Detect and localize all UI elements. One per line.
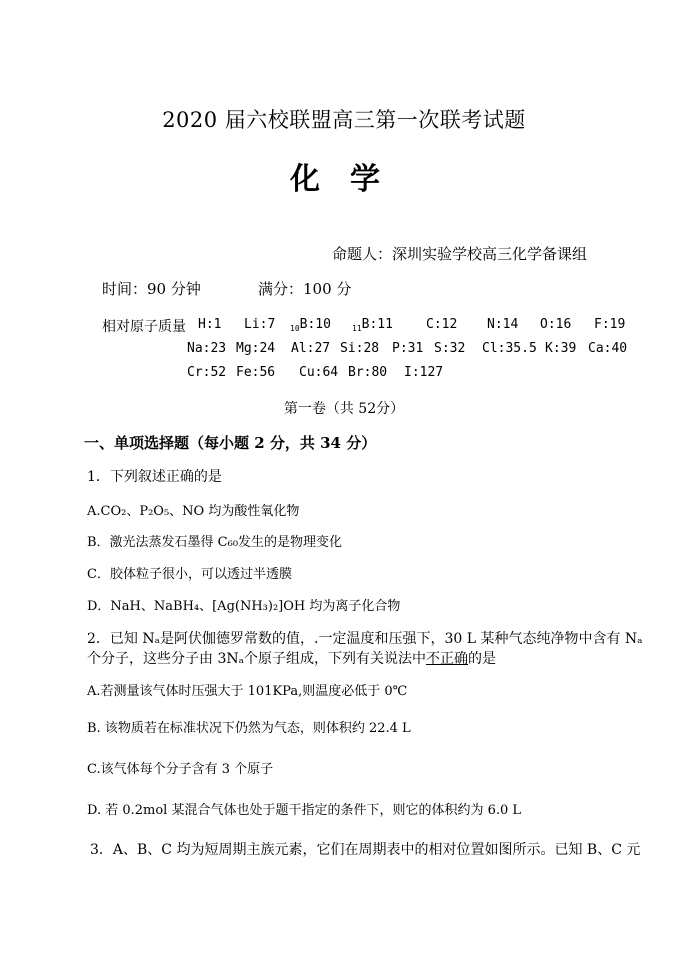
mass-na: Na:23 xyxy=(187,341,227,356)
mass-p: P:31 xyxy=(392,341,424,356)
mass-si: Si:28 xyxy=(340,341,380,356)
subject-title: 化学 xyxy=(290,162,410,197)
b11-subscript: 11 xyxy=(352,324,362,333)
q2-stem-line2 xyxy=(87,648,496,668)
section-heading: 一、单项选择题（每小题 2 分，共 34 分） xyxy=(84,434,377,452)
b11-value: B:11 xyxy=(361,317,393,332)
q2-option-b: B. 该物质若在标准状况下仍然为气态，则体积约 22.4 L xyxy=(87,721,411,736)
q2-stem-underline: 不正确 xyxy=(426,651,469,667)
mass-br: Br:80 xyxy=(348,365,388,380)
mass-i: I:127 xyxy=(404,365,444,380)
mass-c: C:12 xyxy=(426,317,458,332)
mass-cr: Cr:52 xyxy=(187,365,227,380)
q2-option-c: C.该气体每个分子含有 3 个原子 xyxy=(87,762,274,777)
exam-title: 2020 届六校联盟高三第一次联考试题 xyxy=(162,108,526,132)
exam-full-score: 满分：100 分 xyxy=(258,280,352,298)
q1-option-c: C．胶体粒子很小，可以透过半透膜 xyxy=(87,567,292,582)
mass-cl: Cl:35.5 xyxy=(482,341,537,356)
q1-stem: 1．下列叙述正确的是 xyxy=(87,469,222,485)
mass-o: O:16 xyxy=(540,317,572,332)
q1-option-a: A.CO₂、P₂O₅、NO 均为酸性氧化物 xyxy=(87,504,300,519)
q2-option-a: A.若测量该气体时压强大于 101KPa,则温度必低于 0℃ xyxy=(87,684,408,699)
mass-k: K:39 xyxy=(545,341,577,356)
q2-stem-post: 的是 xyxy=(468,651,497,667)
mass-b10 xyxy=(290,317,331,333)
q2-stem-line1: 2．已知 Nₐ是阿伏伽德罗常数的值，.一定温度和压强下，30 L 某种气态纯净物中含有 Nₐ xyxy=(87,631,643,647)
b10-value: B:10 xyxy=(299,317,331,332)
q3-stem: 3．A、B、C 均为短周期主族元素，它们在周期表中的相对位置如图所示。已知 B、C 元 xyxy=(90,842,641,858)
mass-li: Li:7 xyxy=(244,317,276,332)
part-heading: 第一卷（共 52分） xyxy=(283,401,405,417)
mass-fe: Fe:56 xyxy=(236,365,276,380)
mass-s: S:32 xyxy=(434,341,466,356)
mass-ca: Ca:40 xyxy=(588,341,628,356)
q2-stem-pre: 个分子，这些分子由 3Nₐ个原子组成，下列有关说法中 xyxy=(87,651,427,667)
b10-subscript: 10 xyxy=(290,324,300,333)
q1-option-d: D．NaH、NaBH₄、[Ag(NH₃)₂]OH 均为离子化合物 xyxy=(87,599,401,614)
exam-time: 时间：90 分钟 xyxy=(102,280,201,298)
mass-mg: Mg:24 xyxy=(236,341,276,356)
mass-al: Al:27 xyxy=(291,341,331,356)
atomic-mass-label: 相对原子质量 xyxy=(102,319,186,335)
mass-b11 xyxy=(352,317,393,333)
mass-f: F:19 xyxy=(594,317,626,332)
mass-h: H:1 xyxy=(198,317,222,332)
mass-n: N:14 xyxy=(487,317,519,332)
q2-option-d: D. 若 0.2mol 某混合气体也处于题干指定的条件下，则它的体积约为 6.0 L xyxy=(87,803,522,818)
author-line: 命题人：深圳实验学校高三化学备课组 xyxy=(332,245,588,263)
q1-option-b: B．激光法蒸发石墨得 C₆₀发生的是物理变化 xyxy=(87,535,343,550)
mass-cu: Cu:64 xyxy=(299,365,339,380)
